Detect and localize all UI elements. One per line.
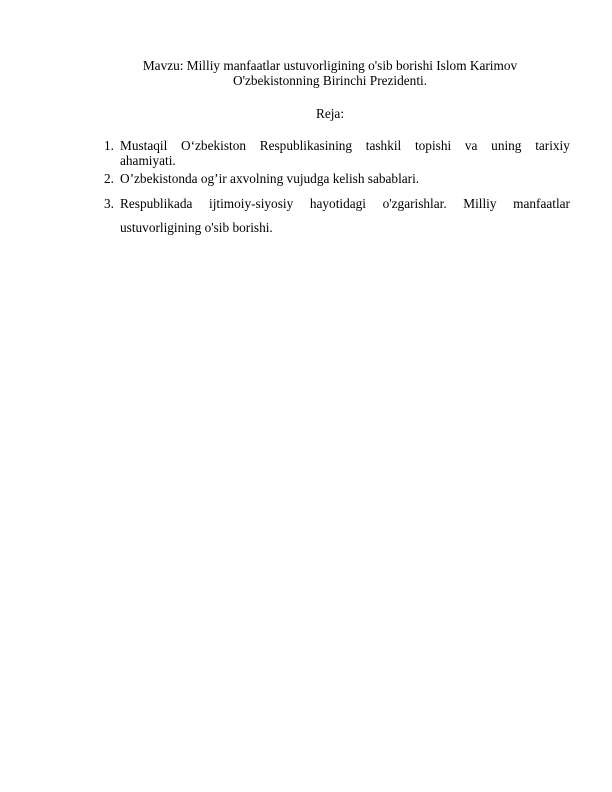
word: tarixiy: [535, 138, 570, 153]
plan-item-number: 3.: [104, 196, 114, 211]
word: hayotidagi: [309, 196, 366, 211]
word: Milliy: [463, 196, 497, 211]
plan-item-number: 1.: [104, 138, 114, 153]
word: uning: [491, 138, 522, 153]
word: Mustaqil: [120, 138, 168, 153]
word: Respublikasining: [259, 138, 353, 153]
plan-item-text-line: ahamiyati.: [120, 153, 176, 168]
word: va: [464, 138, 478, 153]
document-title-line1: Mavzu: Milliy manfaatlar ustuvorligining o'sib borishi Islom Karimov: [142, 58, 518, 73]
word: o'zgarishlar.: [382, 196, 447, 211]
word: manfaatlar: [513, 196, 570, 211]
plan-heading: Reja:: [315, 106, 345, 121]
word: topishi: [414, 138, 452, 153]
word: O‘zbekiston: [181, 138, 246, 153]
plan-item-text-line: [120, 196, 570, 211]
plan-item-text-line: O’zbekistonda og’ir axvolning vujudga kelish sabablari.: [120, 171, 420, 186]
word: tashkil: [365, 138, 402, 153]
plan-item-text-line: [120, 138, 570, 153]
document-title-line2: O'zbekistonning Birinchi Prezidenti.: [232, 73, 428, 88]
word: ijtimoiy-siyosiy: [209, 196, 294, 211]
plan-item-text-line: ustuvorligining o'sib borishi.: [120, 220, 273, 235]
plan-item-number: 2.: [104, 171, 114, 186]
word: Respublikada: [120, 196, 193, 211]
